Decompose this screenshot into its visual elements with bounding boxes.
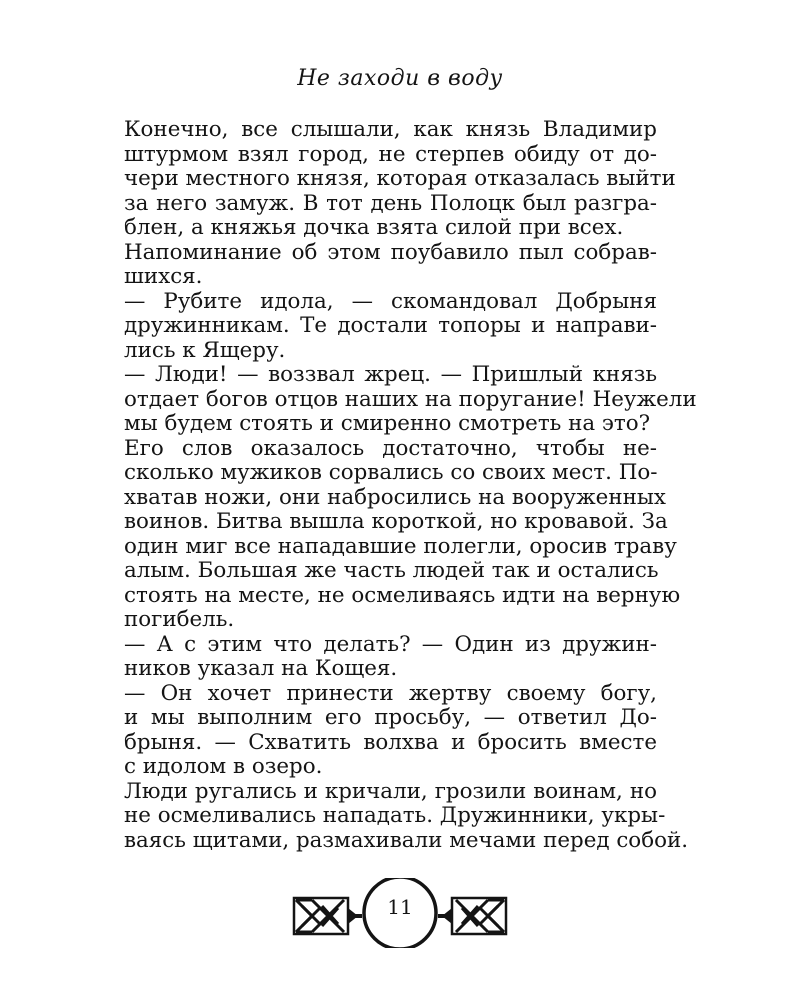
text-line: с идолом в озеро.: [124, 754, 323, 779]
text-line: за него замуж. В тот день Полоцк был разгра-: [124, 190, 657, 216]
paragraph: [124, 633, 657, 682]
text-line: мы будем стоять и смиренно смотреть на это?: [124, 411, 651, 436]
text-line: — Он хочет принести жертву своему богу,: [124, 680, 657, 706]
text-line: брыня. — Схватить волхва и бросить вместе: [124, 729, 657, 755]
text-line: Его слов оказалось достаточно, чтобы не-: [124, 435, 657, 461]
text-line: Напоминание об этом поубавило пыл собрав-: [124, 239, 657, 265]
paragraph: [124, 290, 657, 364]
text-line: стоять на месте, не осмеливаясь идти на верную: [124, 582, 681, 608]
text-line: погибель.: [124, 607, 235, 632]
text-line: сколько мужиков сорвались со своих мест. По-: [124, 460, 658, 485]
paragraph: [124, 362, 697, 437]
text-line: алым. Большая же часть людей так и остались: [124, 558, 659, 583]
text-line: штурмом взял город, не стерпев обиду от до-: [124, 141, 657, 167]
text-line: лись к Ящеру.: [124, 337, 286, 363]
text-line: ваясь щитами, размахивали мечами перед собой.: [124, 827, 689, 853]
text-line: Люди ругались и кричали, грозили воинам, но: [124, 778, 657, 804]
text-line: ников указал на Кощея.: [124, 656, 398, 681]
text-line: — Люди! — воззвал жрец. — Пришлый князь: [124, 362, 657, 387]
body-text: [124, 117, 697, 853]
text-line: отдает богов отцов наших на поругание! Неужели: [124, 386, 697, 412]
paragraph: [124, 435, 681, 633]
text-line: хватав ножи, они набросились на вооруженных: [124, 484, 666, 510]
text-line: не осмеливались нападать. Дружинники, укры-: [124, 803, 666, 828]
text-line: чери местного князя, которая отказалась выйти: [124, 166, 676, 191]
paragraph: [124, 682, 657, 780]
text-line: — Рубите идола, — скомандовал Добрыня: [124, 288, 657, 314]
paragraph: [124, 241, 657, 290]
text-line: блен, а княжья дочка взята силой при всех.: [124, 215, 624, 240]
text-line: дружинникам. Те достали топоры и направи-: [124, 313, 657, 338]
text-line: один миг все нападавшие полегли, оросив траву: [124, 533, 677, 559]
page-number: 11: [387, 895, 413, 919]
text-line: — А с этим что делать? — Один из дружин-: [124, 631, 657, 657]
text-line: Конечно, все слышали, как князь Владимир: [124, 117, 657, 142]
paragraph: [124, 117, 676, 241]
paragraph: [124, 778, 689, 854]
text-line: воинов. Битва вышла короткой, но кровавой. За: [124, 509, 668, 534]
running-head: Не заходи в воду: [297, 66, 503, 91]
text-line: шихся.: [124, 264, 203, 289]
text-line: и мы выполним его просьбу, — ответил До-: [124, 705, 657, 730]
